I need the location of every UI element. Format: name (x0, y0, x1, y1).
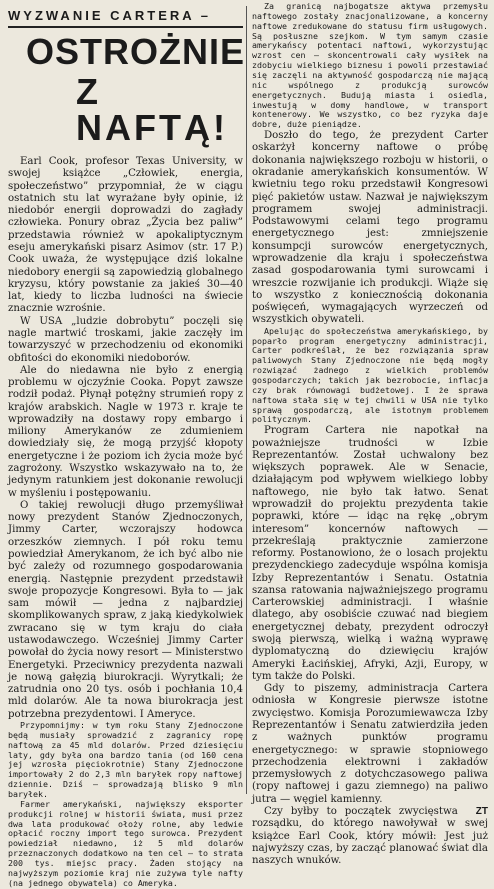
paragraph: Gdy to piszemy, administracja Cartera odniosła w Kongresie pierwsze istotne zwycięstwo. Komisja Porozumiewawcza Izby Reprezentantów i Senatu zatwierdziła jeden z ważnych punktów programu energetycznego: w sprawie stopniowego przechodzenia elektrowni i zakładów przemysłowych z dotychczasowego paliwa (ropy naftowej i gazu ziemnego) na paliwo jutra — węgiel kamienny. (252, 683, 488, 805)
kicker-rule (8, 26, 243, 28)
headline-line-1: OSTROŻNIE (26, 31, 246, 72)
paragraph: Doszło do tego, że prezydent Carter oskarżył koncerny naftowe o próbę dokonania największego rozboju w historii, o okradanie amerykańskich konsumentów. W kwietniu tego roku przedstawił Kongresowi pięć pakietów ustaw. Nazwał je największym programem swojej administracji. Podstawowymi celami tego programu energetycznego jest: zmniejszenie konsumpcji surowców energetycznych, wprowadzenie dla kraju i społeczeństwa zasad gospodarowania tymi surowcami i wreszcie rozwijanie ich produkcji. Wiąże się to wszystko z koniecznością dokonania poświęceń, wymagających wyrzeczeń od wszystkich obywateli. (252, 130, 488, 326)
paragraph: Ale do niedawna nie było z energią problemu w ojczyźnie Cooka. Popyt zawsze rodził podaż. Płynął potężny strumień ropy z krajów arabskich. Nagle w 1973 r. kraje te wprowadziły na dostawy ropy embargo i miliony Amerykanów ze zdumieniem dowiedziały się, że mogą przyjść kłopoty energetyczne i że poziom ich życia może być zagrożony. Wszystko wskazywało na to, że jedynym ratunkiem jest dokonanie rewolucji w myśleniu i postępowaniu. (8, 364, 243, 499)
closing-text: Czy byłby to początek zwycięstwa rozsądku, do którego nawoływał w swej książce Earl Cook, który mówił: Jest już najwyższy czas, by zacząć planować świat dla naszych wnuków. (252, 805, 488, 867)
headline (8, 31, 246, 148)
paragraph: O takiej rewolucji długo przemyśliwał nowy prezydent Stanów Zjednoczonych, Jimmy Carter, wczorajszy hodowca orzeszków ziemnych. I pół roku temu powiedział Amerykanom, że ich być albo nie być zależy od rozumnego gospodarowania energią. Następnie prezydent przedstawił swoje propozycje Kongresowi. Była to — jak sam mówił — jedna z najbardziej skomplikowanych spraw, z jaką kiedykolwiek zwracano się w tym kraju do ciała ustawodawczego. Wcześniej Jimmy Carter powołał do życia nowy resort — Ministerstwo Energetyki. Przeciwnicy prezydenta nazwali je nową gałęzią biurokracji. Wyrytkali; że zatrudnia ono 20 tys. osób i pochłania 10,4 mld dolarów. Ale ta nowa biurokracja jest potrzebna prezydentowi. I Ameryce. (8, 499, 243, 720)
right-column (252, 0, 488, 867)
closing-paragraph (252, 806, 488, 867)
small-paragraph: Apelując do społeczeństwa amerykańskiego, by poparło program energetyczny administracji, Carter podkreślał, że bez rozwiązania spraw paliwowych Stany Zjednoczone nie będą mogły rozwiązać żadnego z wielkich problemów gospodarczych; takich jak bezrobocie, inflacja czy brak równowagi budżetowej. I że sprawa naftowa stała się w tej chwili w USA nie tylko sprawą gospodarczą, ale istotnym problemem politycznym. (252, 325, 488, 425)
section-kicker: WYZWANIE CARTERA – (8, 8, 212, 23)
small-paragraph: Farmer amerykański, największy eksporter produkcji rolnej w historii świata, musi przez dwa lata produkować ołoży rolne, aby ledwie opłacić roczny import tego surowca. Prezydent powiedział niedawno, iż 5 mld dolarów przeznaczonych dodatkowo na ten cel — to strata 200 tys. miejsc pracy. Żaden stojący na najwyższym poziomie kraj nie zużywa tyle nafty (na jednego obywatela) co Ameryka. (8, 798, 243, 888)
paragraph: Program Cartera nie napotkał na poważniejsze trudności w Izbie Reprezentantów. Został uchwalony bez większych poprawek. Ale w Senacie, działającym pod wpływem wielkiego lobby naftowego, nie było tak łatwo. Senat wprowadził do projektu prezydenta takie poprawki, które — idąc na rękę „obrym interesom” koncernów naftowych — przekreślają praktycznie zamierzone reformy. Postanowiono, że o losach projektu prezydenckiego zadecyduje wspólna komisja Izby Reprezentantów i Senatu. Ostatnia szansa ratowania najważniejszego programu Carterowskiej administracji. I właśnie dlatego, aby osobiście czuwać nad biegiem energetycznej debaty, prezydent odroczył swoją pierwszą, wielką i ważną wyprawę dyplomatyczną do dziewięciu krajów Ameryki Łacińskiej, Afryki, Azji, Europy, w tym także do Polski. (252, 425, 488, 682)
headline-line-2: Z NAFTĄ! (76, 71, 228, 148)
column-divider (246, 6, 247, 794)
small-paragraph: Za granicą najbogatsze aktywa przemysłu naftowego zostały znacjonalizowane, a koncerny naftowe zredukowane do statusu firm usługowych. Są posłuszne szejkom. W tym samym czasie amerykańscy potentaci naftowi, wykorzystując wzrost cen — skoncentrowali cały wysiłek na zdobyciu wielkiego biznesu i powoli przestawiać się zaczęli na aktywność gospodarczą nie mającą nic wspólnego z produkcją surowców energetycznych. Budują miasta i osiedla, inwestują w domy handlowe, w transport kontenerowy. We wszystko, co bez ryzyka daje dobre, duże pieniądze. (252, 1, 488, 130)
paragraph: W USA „ludzie dobrobytu” poczęli się nagle martwić troskami, jakie zaczęły im towarzyszyć w przechodzeniu od ekonomiki obfitości do ekonomiki niedoborów. (8, 315, 243, 364)
author-signature: ZT (475, 805, 488, 817)
paragraph: Earl Cook, profesor Texas University, w swojej książce „Człowiek, energia, społeczeństwo” przypomniał, że w ciągu ostatnich stu lat wyrażane były opinie, iż niedobór energii doprowadzi do zagłady człowieka. Ponury obraz „Życia bez paliw” przedstawia również w apokaliptycznym eseju amerykański pisarz Asimov (str. 17 P.) Cook uważa, że występujące dziś lokalne niedobory energii są zapowiedzią globalnego kryzysu, który powstanie za jakieś 30—40 lat, kiedy to liczba ludności na świecie znacznie wzrośnie. (8, 156, 243, 315)
small-paragraph: Przypomnijmy: w tym roku Stany Zjednoczone będą musiały sprowadzić z zagranicy ropę naftową za 45 mld dolarów. Przed dziesięciu laty, gdy była ona bardzo tania (od 160 cena jej wzrosła pięciokrotnie) Stany Zjednoczone importowały 2 do 2,3 mln baryłek ropy naftowej dziennie. Dziś — sprowadzają blisko 9 mln baryłek. (8, 719, 243, 799)
left-column (8, 0, 246, 888)
